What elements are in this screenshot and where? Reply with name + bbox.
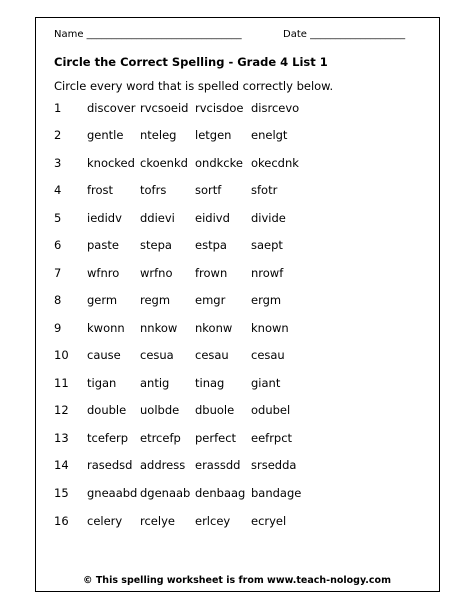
word-option[interactable]: gentle bbox=[87, 128, 124, 142]
word-option[interactable]: saept bbox=[251, 238, 283, 252]
word-option[interactable]: eefrpct bbox=[251, 431, 293, 445]
word-row bbox=[0, 431, 474, 447]
word-option[interactable]: rvcsoeid bbox=[140, 101, 189, 115]
word-option[interactable]: erassdd bbox=[195, 458, 241, 472]
word-option[interactable]: rcelye bbox=[140, 514, 175, 528]
word-option[interactable]: ecryel bbox=[251, 514, 287, 528]
word-option[interactable]: divide bbox=[251, 211, 286, 225]
word-option[interactable]: bandage bbox=[251, 486, 302, 500]
row-number: 12 bbox=[54, 403, 69, 417]
word-option[interactable]: cesau bbox=[251, 348, 285, 362]
word-option[interactable]: disrcevo bbox=[251, 101, 300, 115]
word-option[interactable]: dgenaab bbox=[140, 486, 191, 500]
word-option[interactable]: tigan bbox=[87, 376, 117, 390]
row-number: 14 bbox=[54, 458, 69, 472]
row-number: 9 bbox=[54, 321, 62, 335]
word-option[interactable]: nnkow bbox=[140, 321, 178, 335]
word-option[interactable]: sortf bbox=[195, 183, 222, 197]
word-option[interactable]: rasedsd bbox=[87, 458, 133, 472]
word-option[interactable]: frost bbox=[87, 183, 114, 197]
word-option[interactable]: sfotr bbox=[251, 183, 278, 197]
word-option[interactable]: cesua bbox=[140, 348, 174, 362]
word-row bbox=[0, 101, 474, 117]
word-option[interactable]: srsedda bbox=[251, 458, 297, 472]
copyright-footer: © This spelling worksheet is from www.teach-nology.com bbox=[83, 575, 391, 586]
row-number: 7 bbox=[54, 266, 62, 280]
word-option[interactable]: tceferp bbox=[87, 431, 129, 445]
row-number: 1 bbox=[54, 101, 62, 115]
word-option[interactable]: giant bbox=[251, 376, 281, 390]
word-option[interactable]: cause bbox=[87, 348, 121, 362]
date-field-label: Date ___________________ bbox=[283, 29, 406, 40]
word-row bbox=[0, 266, 474, 282]
word-row bbox=[0, 514, 474, 530]
word-option[interactable]: ckoenkd bbox=[140, 156, 188, 170]
word-option[interactable]: discover bbox=[87, 101, 136, 115]
word-option[interactable]: gneaabd bbox=[87, 486, 138, 500]
word-row bbox=[0, 211, 474, 227]
word-row bbox=[0, 458, 474, 474]
row-number: 6 bbox=[54, 238, 62, 252]
word-option[interactable]: regm bbox=[140, 293, 171, 307]
word-option[interactable]: knocked bbox=[87, 156, 135, 170]
word-option[interactable]: erlcey bbox=[195, 514, 231, 528]
word-option[interactable]: iedidv bbox=[87, 211, 122, 225]
word-row bbox=[0, 293, 474, 309]
row-number: 8 bbox=[54, 293, 62, 307]
word-option[interactable]: rvcisdoe bbox=[195, 101, 244, 115]
word-option[interactable]: okecdnk bbox=[251, 156, 299, 170]
word-option[interactable]: perfect bbox=[195, 431, 237, 445]
word-option[interactable]: celery bbox=[87, 514, 123, 528]
word-option[interactable]: denbaag bbox=[195, 486, 246, 500]
word-option[interactable]: tinag bbox=[195, 376, 225, 390]
word-row bbox=[0, 128, 474, 144]
word-option[interactable]: emgr bbox=[195, 293, 226, 307]
word-row bbox=[0, 238, 474, 254]
word-row bbox=[0, 156, 474, 172]
row-number: 2 bbox=[54, 128, 62, 142]
word-option[interactable]: letgen bbox=[195, 128, 232, 142]
word-option[interactable]: etrcefp bbox=[140, 431, 181, 445]
row-number: 10 bbox=[54, 348, 69, 362]
word-option[interactable]: paste bbox=[87, 238, 119, 252]
row-number: 16 bbox=[54, 514, 69, 528]
row-number: 15 bbox=[54, 486, 69, 500]
word-row bbox=[0, 348, 474, 364]
word-option[interactable]: odubel bbox=[251, 403, 291, 417]
word-option[interactable]: nkonw bbox=[195, 321, 233, 335]
word-option[interactable]: known bbox=[251, 321, 289, 335]
word-option[interactable]: antig bbox=[140, 376, 170, 390]
word-option[interactable]: uolbde bbox=[140, 403, 180, 417]
word-option[interactable]: enelgt bbox=[251, 128, 288, 142]
row-number: 3 bbox=[54, 156, 62, 170]
word-option[interactable]: germ bbox=[87, 293, 118, 307]
word-option[interactable]: nteleg bbox=[140, 128, 177, 142]
word-row bbox=[0, 376, 474, 392]
word-option[interactable]: ergm bbox=[251, 293, 282, 307]
word-option[interactable]: wfnro bbox=[87, 266, 120, 280]
word-row bbox=[0, 486, 474, 502]
word-row bbox=[0, 183, 474, 199]
row-number: 5 bbox=[54, 211, 62, 225]
word-option[interactable]: frown bbox=[195, 266, 228, 280]
word-option[interactable]: ddievi bbox=[140, 211, 175, 225]
worksheet-title: Circle the Correct Spelling - Grade 4 List 1 bbox=[54, 55, 328, 69]
word-option[interactable]: estpa bbox=[195, 238, 227, 252]
instructions: Circle every word that is spelled correctly below. bbox=[54, 79, 334, 93]
word-option[interactable]: ondkcke bbox=[195, 156, 243, 170]
row-number: 11 bbox=[54, 376, 69, 390]
word-option[interactable]: address bbox=[140, 458, 186, 472]
word-option[interactable]: tofrs bbox=[140, 183, 167, 197]
word-row bbox=[0, 321, 474, 337]
word-option[interactable]: double bbox=[87, 403, 127, 417]
row-number: 13 bbox=[54, 431, 69, 445]
name-field-label: Name _______________________________ bbox=[54, 29, 242, 40]
word-option[interactable]: kwonn bbox=[87, 321, 125, 335]
word-option[interactable]: dbuole bbox=[195, 403, 235, 417]
word-option[interactable]: nrowf bbox=[251, 266, 284, 280]
word-option[interactable]: wrfno bbox=[140, 266, 173, 280]
word-row bbox=[0, 403, 474, 419]
word-option[interactable]: cesau bbox=[195, 348, 229, 362]
row-number: 4 bbox=[54, 183, 62, 197]
word-option[interactable]: eidivd bbox=[195, 211, 230, 225]
word-option[interactable]: stepa bbox=[140, 238, 172, 252]
